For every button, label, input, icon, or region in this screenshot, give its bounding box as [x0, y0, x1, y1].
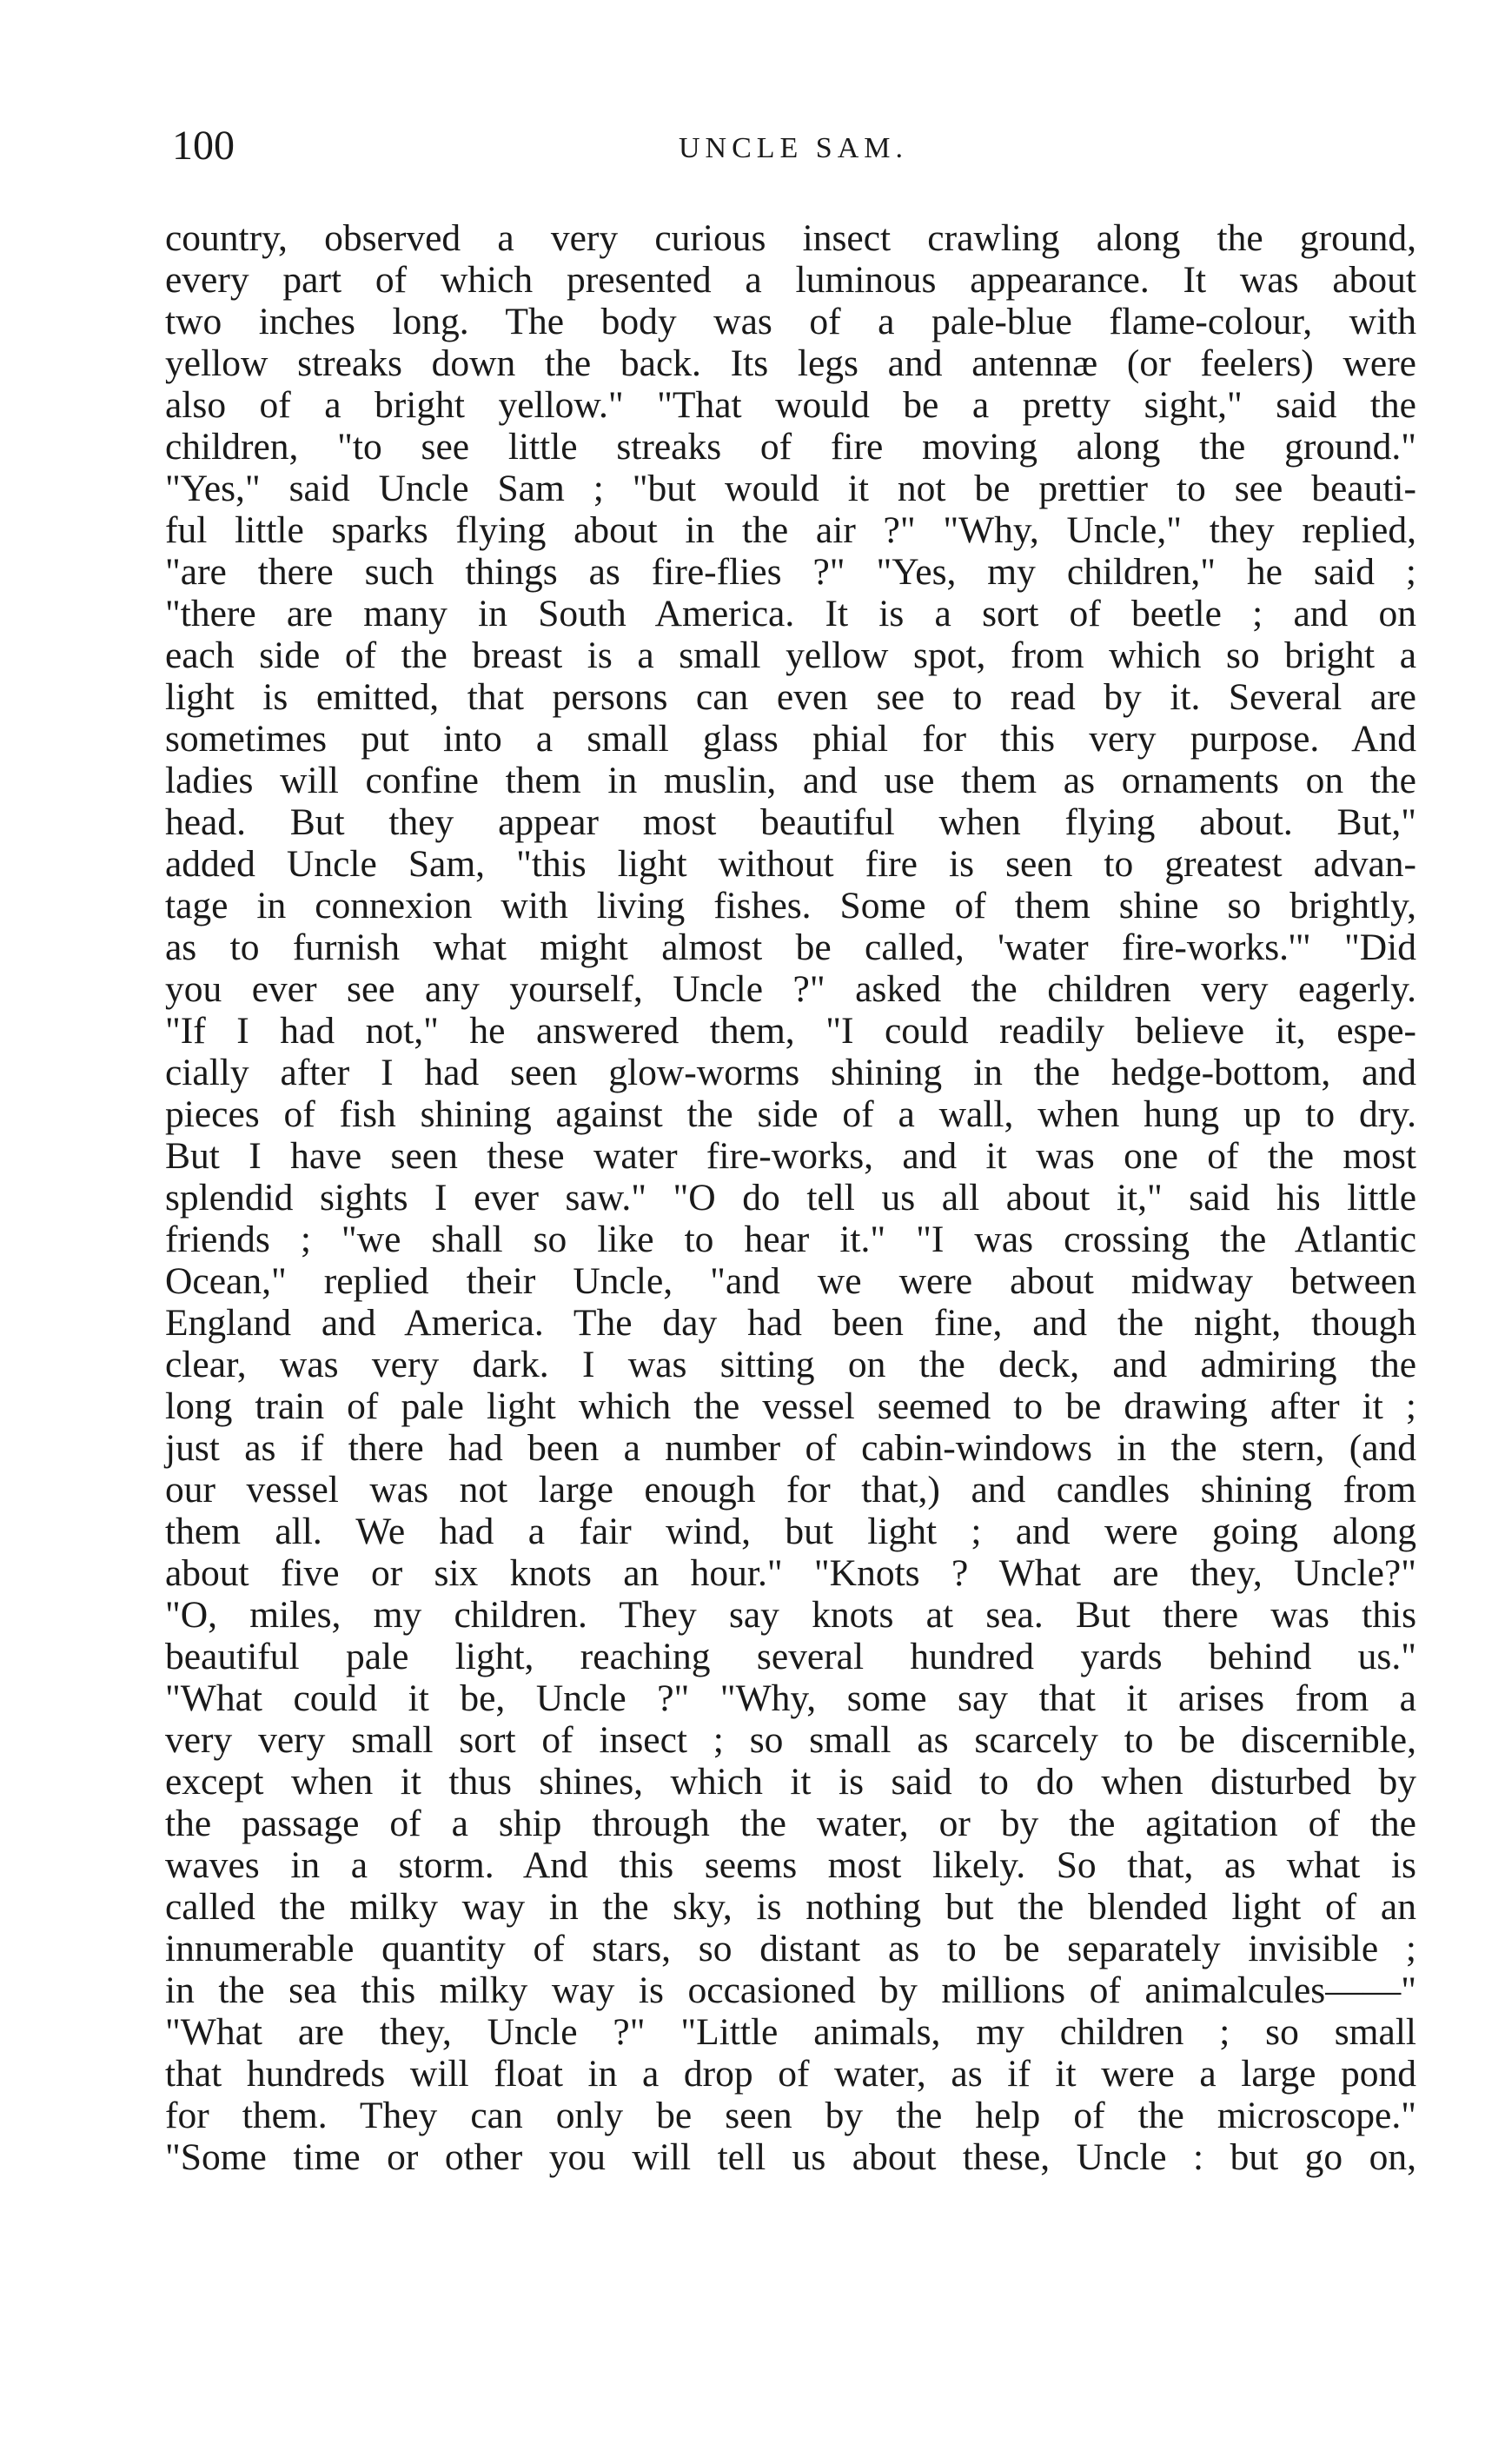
text-line: yellow streaks down the back. Its legs and antennæ (or feelers) were [165, 342, 1416, 384]
text-line: that hundreds will float in a drop of water, as if it were a large pond [165, 2053, 1416, 2095]
text-line: the passage of a ship through the water, or by the agitation of the [165, 1803, 1416, 1844]
text-line: "Yes," said Uncle Sam ; "but would it not be prettier to see beauti- [165, 468, 1416, 509]
text-line: children, "to see little streaks of fire moving along the ground." [165, 426, 1416, 468]
text-line: except when it thus shines, which it is said to do when disturbed by [165, 1761, 1416, 1803]
text-line: ful little sparks flying about in the air ?" "Why, Uncle," they replied, [165, 509, 1416, 551]
text-line: you ever see any yourself, Uncle ?" asked the children very eagerly. [165, 968, 1416, 1010]
text-line: sometimes put into a small glass phial for this very purpose. And [165, 718, 1416, 760]
text-line: pieces of fish shining against the side of a wall, when hung up to dry. [165, 1093, 1416, 1135]
text-line: "O, miles, my children. They say knots at sea. But there was this [165, 1594, 1416, 1636]
text-line: Ocean," replied their Uncle, "and we were about midway between [165, 1260, 1416, 1302]
text-line: just as if there had been a number of cabin-windows in the stern, (and [165, 1427, 1416, 1469]
text-line: waves in a storm. And this seems most likely. So that, as what is [165, 1844, 1416, 1886]
text-line: for them. They can only be seen by the help of the microscope." [165, 2095, 1416, 2136]
text-line: them all. We had a fair wind, but light ; and were going along [165, 1511, 1416, 1552]
text-line: "What could it be, Uncle ?" "Why, some say that it arises from a [165, 1677, 1416, 1719]
text-line: called the milky way in the sky, is nothing but the blended light of an [165, 1886, 1416, 1928]
text-line: about five or six knots an hour." "Knots ? What are they, Uncle?" [165, 1552, 1416, 1594]
text-line: England and America. The day had been fine, and the night, though [165, 1302, 1416, 1344]
text-line: every part of which presented a luminous appearance. It was about [165, 259, 1416, 301]
text-line: added Uncle Sam, "this light without fire is seen to greatest advan- [165, 843, 1416, 885]
body-text [165, 217, 1416, 2178]
text-line: beautiful pale light, reaching several hundred yards behind us." [165, 1636, 1416, 1677]
text-line: cially after I had seen glow-worms shining in the hedge-bottom, and [165, 1052, 1416, 1093]
text-line: tage in connexion with living fishes. Some of them shine so brightly, [165, 885, 1416, 926]
text-line: innumerable quantity of stars, so distant as to be separately invisible ; [165, 1928, 1416, 1969]
page-number: 100 [172, 123, 235, 169]
text-line: "What are they, Uncle ?" "Little animals, my children ; so small [165, 2011, 1416, 2053]
text-line: long train of pale light which the vessel seemed to be drawing after it ; [165, 1385, 1416, 1427]
text-line: as to furnish what might almost be called, 'water fire-works.'" "Did [165, 926, 1416, 968]
text-line: "there are many in South America. It is a sort of beetle ; and on [165, 593, 1416, 634]
text-line: But I have seen these water fire-works, and it was one of the most [165, 1135, 1416, 1177]
text-line: "If I had not," he answered them, "I could readily believe it, espe- [165, 1010, 1416, 1052]
text-line: "Some time or other you will tell us about these, Uncle : but go on, [165, 2136, 1416, 2178]
text-line: head. But they appear most beautiful when flying about. But," [165, 801, 1416, 843]
text-line: two inches long. The body was of a pale-blue flame-colour, with [165, 301, 1416, 342]
text-line: ladies will confine them in muslin, and use them as ornaments on the [165, 760, 1416, 801]
text-line: friends ; "we shall so like to hear it." "I was crossing the Atlantic [165, 1219, 1416, 1260]
text-line: "are there such things as fire-flies ?" "Yes, my children," he said ; [165, 551, 1416, 593]
running-title: UNCLE SAM. [678, 132, 909, 164]
text-line: also of a bright yellow." "That would be a pretty sight," said the [165, 384, 1416, 426]
text-line: in the sea this milky way is occasioned by millions of animalcules——" [165, 1969, 1416, 2011]
text-line: splendid sights I ever saw." "O do tell us all about it," said his little [165, 1177, 1416, 1219]
text-line: very very small sort of insect ; so small as scarcely to be discernible, [165, 1719, 1416, 1761]
text-line: country, observed a very curious insect crawling along the ground, [165, 217, 1416, 259]
text-line: each side of the breast is a small yellow spot, from which so bright a [165, 634, 1416, 676]
text-line: clear, was very dark. I was sitting on the deck, and admiring the [165, 1344, 1416, 1385]
text-line: our vessel was not large enough for that,) and candles shining from [165, 1469, 1416, 1511]
running-head [172, 120, 1415, 172]
text-line: light is emitted, that persons can even see to read by it. Several are [165, 676, 1416, 718]
